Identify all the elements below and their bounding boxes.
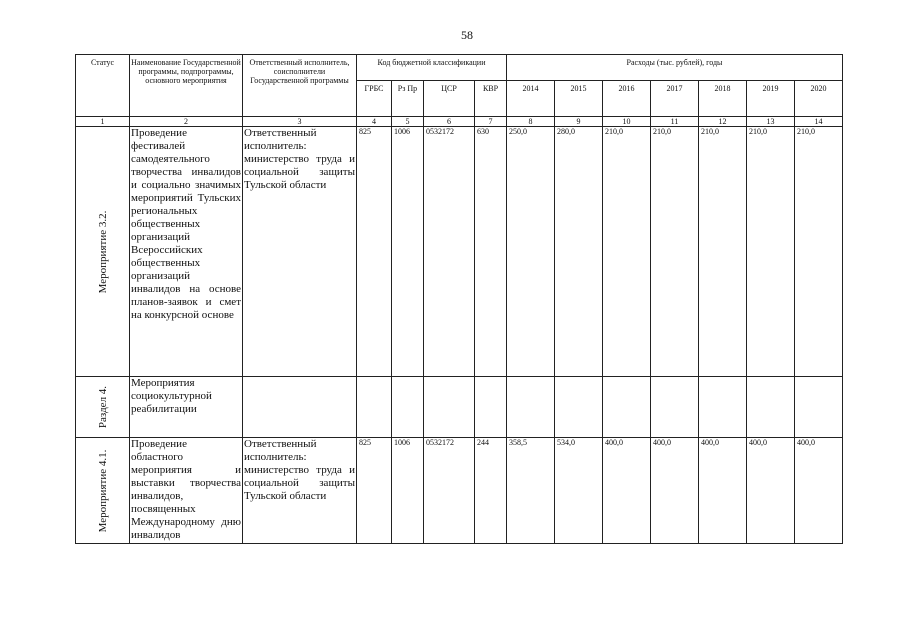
header-year: 2014	[507, 81, 555, 117]
row-status	[76, 127, 130, 377]
row-value: 400,0	[603, 438, 651, 544]
table-row	[76, 127, 843, 377]
row-value: 210,0	[603, 127, 651, 377]
header-budget-code: Код бюджетной классификации	[357, 55, 507, 81]
row-value: 210,0	[795, 127, 843, 377]
row-value: 400,0	[699, 438, 747, 544]
row-value: 210,0	[699, 127, 747, 377]
column-number: 6	[424, 117, 475, 127]
row-value: 400,0	[747, 438, 795, 544]
column-number: 10	[603, 117, 651, 127]
header-year: 2015	[555, 81, 603, 117]
row-value: 250,0	[507, 127, 555, 377]
column-number: 7	[475, 117, 507, 127]
row-csr: 0532172	[424, 438, 475, 544]
row-value: 358,5	[507, 438, 555, 544]
header-year: 2020	[795, 81, 843, 117]
column-number: 14	[795, 117, 843, 127]
column-number: 13	[747, 117, 795, 127]
row-value: 280,0	[555, 127, 603, 377]
row-kvr: 244	[475, 438, 507, 544]
column-number: 9	[555, 117, 603, 127]
row-value	[555, 377, 603, 438]
header-status: Статус	[76, 55, 130, 117]
column-number: 12	[699, 117, 747, 127]
row-grbs: 825	[357, 127, 392, 377]
header-year: 2017	[651, 81, 699, 117]
row-grbs: 825	[357, 438, 392, 544]
row-rzpr	[392, 377, 424, 438]
header-rzpr: Рз Пр	[392, 81, 424, 117]
column-number: 5	[392, 117, 424, 127]
row-status-text: Мероприятие 4.1.	[96, 449, 109, 532]
row-status-text: Раздел 4.	[96, 385, 109, 429]
column-number: 4	[357, 117, 392, 127]
row-value: 534,0	[555, 438, 603, 544]
row-value	[603, 377, 651, 438]
column-number: 2	[130, 117, 243, 127]
row-kvr: 630	[475, 127, 507, 377]
row-value	[699, 377, 747, 438]
row-name: Мероприятия социокультурной реабилитации	[130, 377, 243, 438]
row-value: 210,0	[651, 127, 699, 377]
row-csr	[424, 377, 475, 438]
row-value: 400,0	[651, 438, 699, 544]
row-value	[651, 377, 699, 438]
row-executor	[243, 377, 357, 438]
header-program-name: Наименование Государственной программы, подпрограммы, основного мероприятия	[130, 55, 243, 117]
row-name: Проведение областного мероприятия и выставки творчества инвалидов, посвященных Международному дню инвалидов	[130, 438, 243, 544]
budget-table	[75, 54, 843, 544]
row-executor: Ответственный исполнитель: министерство труда и социальной защиты Тульской области	[243, 127, 357, 377]
table-row	[76, 377, 843, 438]
row-name: Проведение фестивалей самодеятельного творчества инвалидов и социально значимых мероприятий Тульских региональных общественных организаций Всероссийских общественных организаций инвалидов на основе планов-заявок и смет на конкурсной основе	[130, 127, 243, 377]
column-number: 3	[243, 117, 357, 127]
row-status	[76, 377, 130, 438]
header-year: 2016	[603, 81, 651, 117]
header-kvr: КВР	[475, 81, 507, 117]
column-number: 8	[507, 117, 555, 127]
row-status-text: Мероприятие 3.2.	[96, 210, 109, 293]
row-rzpr: 1006	[392, 438, 424, 544]
row-value	[747, 377, 795, 438]
header-grbs: ГРБС	[357, 81, 392, 117]
header-year: 2018	[699, 81, 747, 117]
header-year: 2019	[747, 81, 795, 117]
row-value: 400,0	[795, 438, 843, 544]
row-grbs	[357, 377, 392, 438]
row-rzpr: 1006	[392, 127, 424, 377]
column-number: 1	[76, 117, 130, 127]
column-number: 11	[651, 117, 699, 127]
row-kvr	[475, 377, 507, 438]
header-executor: Ответственный исполнитель, соисполнители Государственной программы	[243, 55, 357, 117]
row-value: 210,0	[747, 127, 795, 377]
table-row	[76, 438, 843, 544]
header-expenses: Расходы (тыс. рублей), годы	[507, 55, 843, 81]
row-status	[76, 438, 130, 544]
page-number: 58	[461, 28, 473, 42]
row-value	[507, 377, 555, 438]
row-csr: 0532172	[424, 127, 475, 377]
row-value	[795, 377, 843, 438]
row-executor: Ответственный исполнитель: министерство труда и социальной защиты Тульской области	[243, 438, 357, 544]
header-csr: ЦСР	[424, 81, 475, 117]
